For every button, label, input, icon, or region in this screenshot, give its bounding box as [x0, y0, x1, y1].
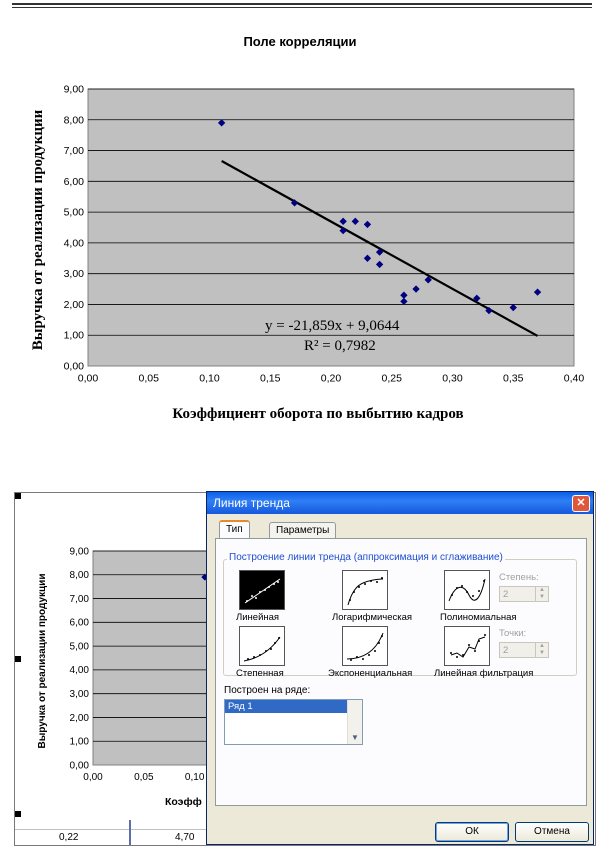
listbox-scrollbar[interactable] [347, 700, 362, 744]
x-tick-label: 0,25 [381, 372, 402, 385]
embedded-y-axis-label: Выручка от реализации продукции [37, 573, 48, 749]
y-tick-label: 8,00 [63, 114, 84, 127]
degree-label: Степень: [499, 572, 539, 583]
y-tick-labels [64, 84, 85, 373]
close-icon: ✕ [576, 497, 586, 509]
x-tick-label: 0,10 [199, 372, 220, 385]
x-axis-label: Коэффициент оборота по выбытию кадров [172, 406, 464, 422]
series-label: Построен на ряде: [224, 685, 311, 696]
points-label: Точки: [499, 628, 527, 639]
type-polynomial-tile[interactable] [444, 570, 490, 610]
y-tick-label: 6,00 [63, 175, 84, 188]
cell-b[interactable]: 4,70 [175, 832, 195, 843]
y-tick-label: 2,00 [63, 298, 84, 311]
type-exponential-label[interactable]: Экспоненциальная [328, 668, 413, 679]
dialog-titlebar[interactable] [207, 492, 593, 514]
degree-stepper[interactable] [499, 586, 549, 602]
y-tick-label: 5,00 [63, 206, 84, 219]
r-squared: R² = 0,7982 [304, 338, 376, 354]
x-tick-label: 0,00 [83, 772, 103, 783]
group-label: Построение линии тренда (аппроксимация и сглаживание) [229, 552, 503, 563]
y-tick-label: 2,00 [69, 712, 89, 724]
polynomial-icon [445, 571, 489, 609]
page-top-rule [12, 3, 592, 5]
y-tick-label: 5,00 [69, 641, 89, 653]
x-tick-label: 0,15 [260, 372, 281, 385]
moving-average-icon [445, 627, 489, 665]
x-tick-label: 0,35 [503, 372, 524, 385]
embedded-chart [15, 493, 215, 823]
points-value: 2 [503, 645, 509, 656]
y-tick-label: 0,00 [63, 360, 84, 373]
tab-type-label: Тип [226, 524, 243, 535]
page-top-rule-2 [12, 7, 592, 8]
y-tick-label: 3,00 [63, 268, 84, 281]
y-tick-label: 7,00 [69, 593, 89, 605]
cell-a[interactable]: 0,22 [59, 832, 79, 843]
logarithmic-icon [343, 571, 387, 609]
y-tick-label: 1,00 [69, 736, 89, 748]
series-item[interactable]: Ряд 1 [225, 700, 347, 713]
y-tick-label: 1,00 [63, 329, 84, 342]
power-icon [240, 627, 284, 665]
degree-value: 2 [503, 589, 509, 600]
exponential-icon [343, 627, 387, 665]
type-moving-average-label[interactable]: Линейная фильтрация [434, 668, 534, 679]
type-polynomial-label[interactable]: Полиномиальная [440, 612, 517, 623]
cancel-button[interactable]: Отмена [515, 822, 589, 842]
x-tick-label: 0,10 [184, 772, 205, 783]
x-tick-label: 0,20 [320, 372, 342, 385]
y-tick-label: 0,00 [69, 760, 89, 772]
dialog-title: Линия тренда [213, 496, 290, 510]
y-tick-label: 8,00 [69, 570, 89, 582]
trend-equation: y = -21,859x + 9,0644 [265, 318, 400, 334]
x-tick-labels [78, 373, 585, 385]
tab-panel [215, 538, 587, 806]
type-linear-label[interactable]: Линейная [236, 612, 280, 623]
type-exponential-tile[interactable] [342, 626, 388, 666]
y-tick-label: 4,00 [69, 665, 89, 677]
scroll-down-icon[interactable]: ▼ [351, 733, 359, 742]
y-tick-label: 6,00 [69, 617, 89, 629]
y-tick-label: 9,00 [69, 546, 89, 558]
selection-handle[interactable] [15, 656, 21, 662]
y-tick-label: 7,00 [63, 145, 84, 158]
linear-icon [240, 571, 284, 609]
points-stepper[interactable] [499, 642, 549, 658]
trendline-dialog [206, 491, 594, 845]
sheet-row[interactable] [15, 829, 215, 846]
tab-parameters-label: Параметры [276, 525, 330, 536]
correlation-chart [0, 20, 604, 440]
type-moving-average-tile[interactable] [444, 626, 490, 666]
x-tick-label: 0,00 [77, 372, 99, 385]
close-button[interactable] [572, 495, 590, 512]
selection-handle[interactable] [15, 493, 21, 499]
x-tick-label: 0,30 [442, 372, 463, 385]
ok-button[interactable]: ОК [435, 822, 509, 842]
type-logarithmic-tile[interactable] [342, 570, 388, 610]
type-power-tile[interactable] [239, 626, 285, 666]
chart-title: Поле корреляции [243, 34, 357, 49]
trend-type-group [223, 552, 577, 679]
x-tick-label: 0,05 [138, 372, 159, 385]
embedded-x-axis-label: Коэфф [165, 796, 202, 808]
tab-parameters[interactable] [269, 522, 336, 539]
y-tick-label: 4,00 [63, 237, 84, 250]
type-power-label[interactable]: Степенная [236, 668, 284, 679]
x-tick-label: 0,05 [134, 772, 154, 783]
spin-arrows-icon[interactable]: ▲ ▼ [535, 643, 548, 657]
tab-type[interactable] [219, 520, 250, 540]
cell-divider [129, 820, 131, 846]
spin-arrows-icon[interactable]: ▲ ▼ [535, 587, 548, 601]
embedded-x-tick-labels [83, 772, 205, 783]
type-logarithmic-label[interactable]: Логарифмическая [332, 612, 413, 623]
y-tick-label: 9,00 [63, 83, 84, 96]
embedded-y-tick-labels [70, 546, 90, 771]
embedded-plot-area [93, 551, 215, 765]
y-axis-label: Выручка от реализации продукции [30, 109, 46, 351]
selection-handle[interactable] [15, 811, 21, 817]
y-tick-label: 3,00 [69, 689, 89, 700]
series-listbox[interactable] [224, 699, 363, 745]
x-tick-label: 0,40 [563, 372, 585, 385]
type-linear-tile[interactable] [239, 570, 285, 610]
